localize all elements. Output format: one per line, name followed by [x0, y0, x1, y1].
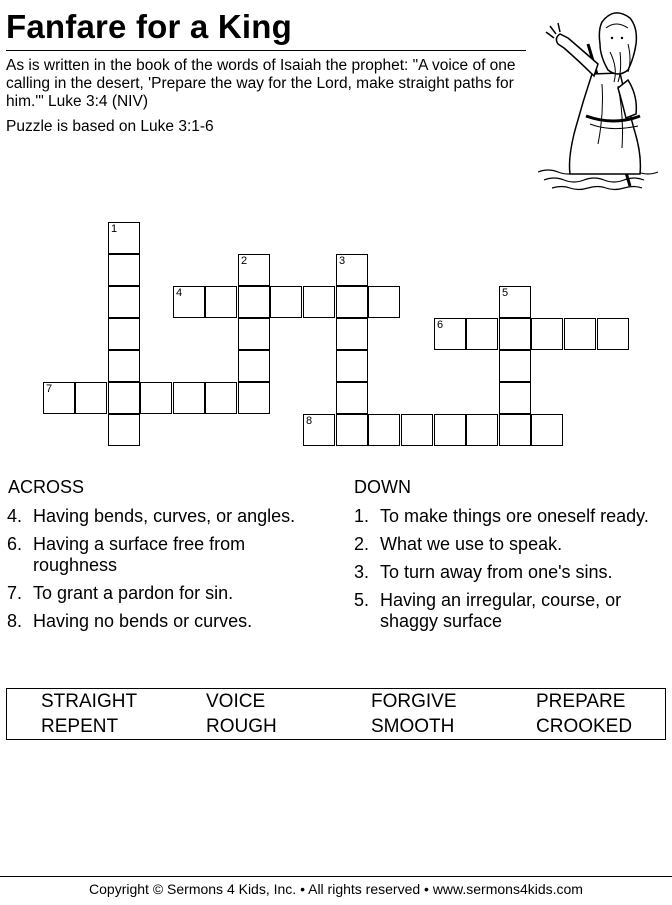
grid-cell[interactable] — [108, 414, 140, 446]
prophet-illustration — [532, 4, 668, 194]
footer-divider — [0, 876, 672, 877]
grid-cell[interactable] — [238, 286, 270, 318]
grid-cell[interactable] — [499, 286, 531, 318]
grid-cell[interactable] — [205, 286, 237, 318]
grid-cell[interactable] — [303, 286, 335, 318]
grid-cell[interactable] — [499, 414, 531, 446]
grid-cell[interactable] — [531, 414, 563, 446]
clue-number: 2 — [241, 255, 248, 267]
clue-number: 1 — [111, 223, 118, 235]
grid-cell[interactable] — [531, 318, 563, 350]
grid-cell[interactable] — [336, 414, 368, 446]
clue-number: 2. — [354, 534, 370, 554]
clue-number: 4. — [7, 506, 23, 526]
grid-cell[interactable] — [336, 286, 368, 318]
grid-cell[interactable] — [597, 318, 629, 350]
clue-text: To turn away from one's sins. — [380, 562, 613, 582]
clue-number: 8 — [306, 415, 313, 427]
grid-cell[interactable] — [564, 318, 596, 350]
grid-cell[interactable] — [108, 318, 140, 350]
clue-text: To make things ore oneself ready. — [380, 506, 649, 526]
grid-cell[interactable] — [205, 382, 237, 414]
clue-text: Having bends, curves, or angles. — [33, 506, 296, 526]
clue-item — [354, 534, 664, 555]
grid-cell[interactable] — [336, 254, 368, 286]
clue-number: 5 — [502, 287, 509, 299]
word-bank-word: SMOOTH — [371, 716, 455, 737]
scripture-intro: As is written in the book of the words of Isaiah the prophet: "A voice of one calling in the desert, 'Prepare the way for the Lord, make straight paths for him.'" Luke 3:4 (NIV) — [6, 57, 516, 110]
clue-text: Having an irregular, course, or shaggy surface — [380, 590, 622, 631]
clue-number: 7. — [7, 583, 23, 603]
word-bank-word: REPENT — [41, 716, 119, 737]
grid-cell[interactable] — [140, 382, 172, 414]
grid-cell[interactable] — [368, 414, 400, 446]
grid-cell[interactable] — [43, 382, 75, 414]
grid-cell[interactable] — [238, 254, 270, 286]
grid-cell[interactable] — [336, 382, 368, 414]
clue-number: 6 — [437, 319, 444, 331]
clue-text: To grant a pardon for sin. — [33, 583, 234, 603]
word-bank-word: STRAIGHT — [41, 691, 138, 712]
grid-cell[interactable] — [434, 414, 466, 446]
clue-item — [354, 590, 664, 632]
grid-cell[interactable] — [108, 222, 140, 254]
grid-cell[interactable] — [303, 414, 335, 446]
grid-cell[interactable] — [401, 414, 433, 446]
clue-number: 1. — [354, 506, 370, 526]
word-bank-word: PREPARE — [536, 691, 626, 712]
grid-cell[interactable] — [108, 286, 140, 318]
down-clues — [354, 506, 664, 639]
grid-cell[interactable] — [108, 382, 140, 414]
clue-item — [354, 562, 664, 583]
word-bank-word: ROUGH — [206, 716, 277, 737]
copyright-footer: Copyright © Sermons 4 Kids, Inc. • All rights reserved • www.sermons4kids.com — [89, 881, 583, 897]
title-divider — [6, 50, 526, 51]
grid-cell[interactable] — [75, 382, 107, 414]
grid-cell[interactable] — [434, 318, 466, 350]
grid-cell[interactable] — [238, 350, 270, 382]
clue-text: Having a surface free from roughness — [33, 534, 246, 575]
grid-cell[interactable] — [499, 350, 531, 382]
grid-cell[interactable] — [108, 350, 140, 382]
grid-cell[interactable] — [238, 382, 270, 414]
word-bank-word: FORGIVE — [371, 691, 457, 712]
grid-cell[interactable] — [466, 318, 498, 350]
grid-cell[interactable] — [499, 382, 531, 414]
clue-item — [7, 534, 307, 576]
grid-cell[interactable] — [173, 286, 205, 318]
clue-number: 3 — [339, 255, 346, 267]
grid-cell[interactable] — [466, 414, 498, 446]
grid-cell[interactable] — [173, 382, 205, 414]
clue-text: What we use to speak. — [380, 534, 563, 554]
grid-cell[interactable] — [336, 318, 368, 350]
clue-number: 3. — [354, 562, 370, 582]
clue-item — [7, 583, 307, 604]
word-bank-word: CROOKED — [536, 716, 633, 737]
clue-number: 5. — [354, 590, 370, 610]
clue-item — [354, 506, 664, 527]
clue-number: 4 — [176, 287, 183, 299]
clue-item — [7, 506, 307, 527]
clue-number: 6. — [7, 534, 23, 554]
puzzle-basis: Puzzle is based on Luke 3:1-6 — [6, 118, 214, 135]
clue-item — [7, 611, 307, 632]
page-title: Fanfare for a King — [6, 8, 292, 45]
across-heading: ACROSS — [8, 477, 85, 497]
clue-text: Having no bends or curves. — [33, 611, 253, 631]
grid-cell[interactable] — [108, 254, 140, 286]
word-bank — [6, 688, 666, 740]
word-bank-word: VOICE — [206, 691, 266, 712]
grid-cell[interactable] — [270, 286, 302, 318]
down-heading: DOWN — [354, 477, 411, 497]
grid-cell[interactable] — [238, 318, 270, 350]
grid-cell[interactable] — [368, 286, 400, 318]
clue-number: 7 — [46, 383, 53, 395]
grid-cell[interactable] — [499, 318, 531, 350]
across-clues — [7, 506, 307, 639]
grid-cell[interactable] — [336, 350, 368, 382]
clue-number: 8. — [7, 611, 23, 631]
